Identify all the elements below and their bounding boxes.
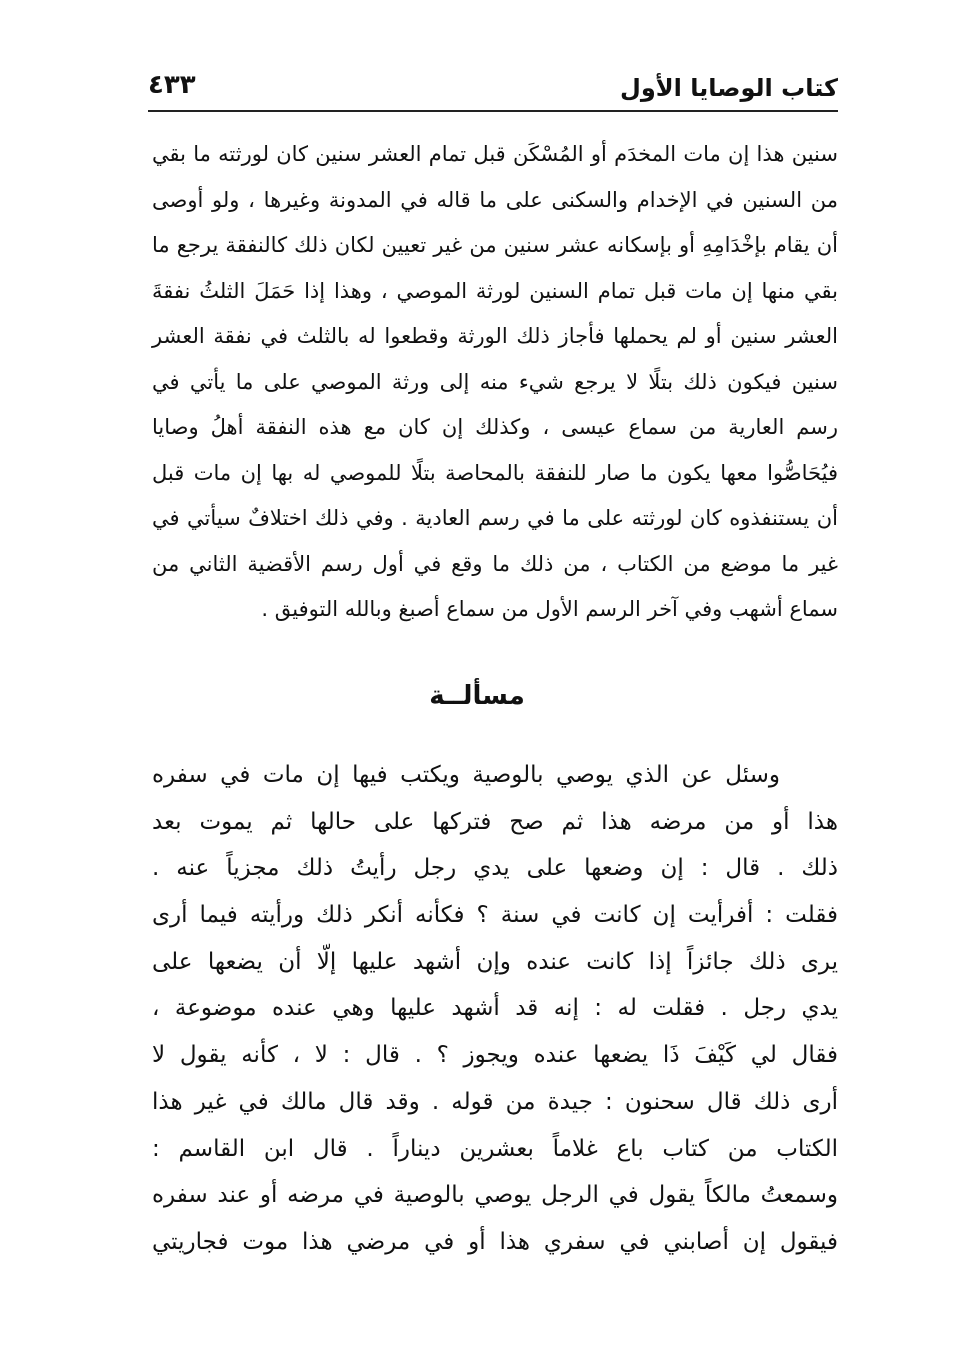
text-line: ذلك . قال : إن وضعها على يدي رجل رأيتُ ذلك مجزياً عنه . [152,855,838,882]
text-line: فيقول إن أصابني في سفري هذا أو في مرضي هذا موت فجاريتي [152,1228,838,1255]
page-number: ٤٣٣ [148,70,196,100]
text-line: أن يقام بإخْدَامِهِ أو بإسكانه عشر سنين من غير تعيين لكان ذلك كالنفقة يرجع ما [152,233,838,257]
text-line: وسئل عن الذي يوصي بالوصية ويكتب فيها إن مات في سفره [152,762,780,788]
text-line: يرى ذلك جائزاً إذا كانت عنده وإن أشهد عليها إلّا أن يضعها على [152,948,838,975]
running-title: كتاب الوصايا الأول [620,74,838,102]
text-line: يدي رجل . فقلت له : إنه قد أشهد عليها وهي عنده موضوعة ، [152,995,838,1022]
text-line: فقال لي كَيْفَ ذَا يضعها عنده ويجوز ؟ . قال : لا ، كأنه يقول لا [152,1042,838,1069]
text-line: وسمعتُ مالكاً يقول في الرجل يوصي بالوصية في مرضه أو عند سفره [152,1182,838,1209]
text-line: فقلت : أفرأيت إن كانت في سنة ؟ فكأنه أنكر ذلك ورأيته فيما أرى [152,902,838,929]
text-line: فيُحَاصُّوا معها يكون ما صار للنفقة بالمحاصة بتلًا للموصي له بها إن مات قبل [152,460,838,485]
text-line: بقي منها إن مات قبل تمام السنين لورثة الموصي ، وهذا إذا حَمَلَ الثلثُ نفقةَ [152,278,838,303]
text-line: الكتاب من كتاب باع غلاماً بعشرين ديناراً . قال ابن القاسم : [152,1135,838,1162]
text-line: سنين فيكون ذلك بتلًا لا يرجع شيء منه إلى ورثة الموصي على ما يأتي في [152,369,838,394]
text-line: أرى ذلك قال سحنون : جيدة من قوله . وقد قال مالك في غير هذا [152,1088,838,1115]
text-line: أن يستنفذوه كان لورثته على ما في رسم العادية . وفي ذلك اختلافٌ سيأتي في [152,506,838,530]
text-line: غير ما موضع من الكتاب ، من ذلك ما وقع في أول رسم الأقضية الثاني من [152,551,838,576]
text-line: سنين هذا إن مات المخدَم أو المُسْكَن قبل تمام العشر سنين كان لورثته ما بقي [152,142,838,166]
text-line: العشر سنين أو لم يحملها فأجاز ذلك الورثة وقطعوا له بالثلث في نفقة العشر [152,324,838,348]
main-text-paragraph [152,752,838,1266]
header-divider [148,110,838,112]
text-line: سماع أشهب وفي آخر الرسم الأول من سماع أصبغ وبالله التوفيق . [261,597,838,621]
text-line: من السنين في الإخدام والسكنى على ما قاله في المدونة وغيرها ، ولو أوصى [152,187,838,212]
commentary-paragraph [152,132,838,633]
page-header [148,64,838,110]
text-line: رسم العارية من سماع عيسى ، وكذلك إن كان مع هذه النفقة أهلُ وصايا [152,415,838,439]
section-heading: مسألــة [429,681,525,711]
text-line: هذا أو من مرضه هذا ثم صح فتركها على حالها ثم يموت بعد [152,808,838,835]
